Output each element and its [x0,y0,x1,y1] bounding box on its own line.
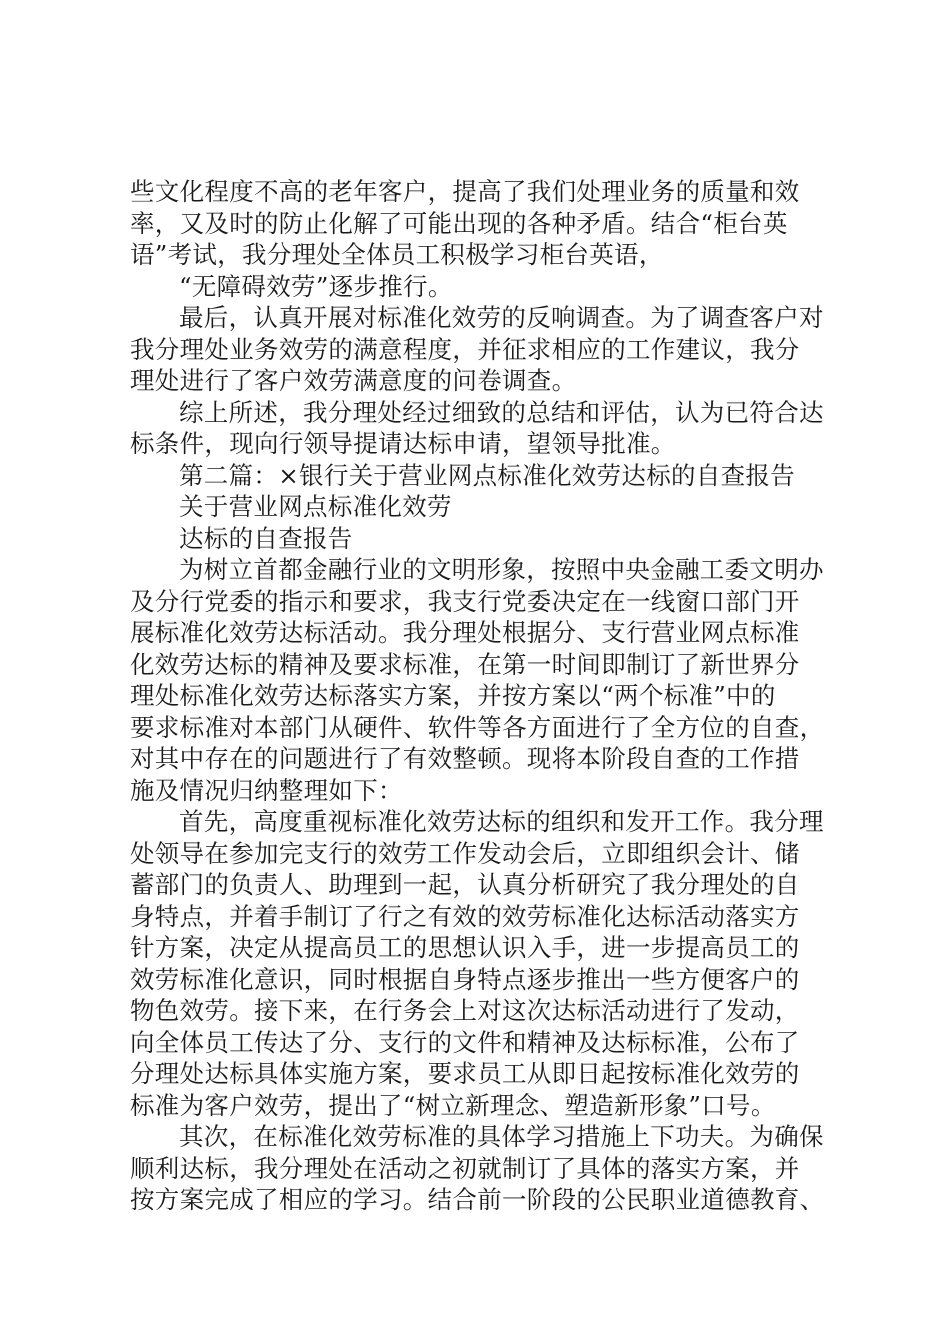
text-line: 理处标准化效劳达标落实方案，并按方案以“两个标准”中的 [130,681,776,710]
text-line: 率，又及时的防止化解了可能出现的各种矛盾。结合“柜台英 [130,208,788,238]
text-line: 按方案完成了相应的学习。结合前一阶段的公民职业道德教育、 [130,1185,825,1214]
text-line: 对其中存在的问题进行了有效整顿。现将本阶段自查的工作措 [130,744,800,773]
text-line: 理处进行了客户效劳满意度的问卷调查。 [130,366,577,395]
text-line: 首先，高度重视标准化效劳达标的组织和发开工作。我分理 [179,807,824,836]
text-line: 标准为客户效劳，提出了“树立新理念、塑造新形象”口号。 [130,1090,776,1120]
text-line: 展标准化效劳达标活动。我分理处根据分、支行营业网点标准 [130,618,800,647]
text-line: 效劳标准化意识，同时根据自身特点逐步推出一些方便客户的 [130,964,800,994]
text-line: 分理处达标具体实施方案，要求员工从即日起按标准化效劳的 [130,1059,800,1088]
text-line: 最后，认真开展对标准化效劳的反响调查。为了调查客户对 [179,303,824,332]
text-line: 化效劳达标的精神及要求标准，在第一时间即制订了新世界分 [130,649,800,679]
text-line: 向全体员工传达了分、支行的文件和精神及达标标准，公布了 [130,1027,800,1057]
text-line: 其次，在标准化效劳标准的具体学习措施上下功夫。为确保 [179,1122,824,1151]
text-line: 综上所述，我分理处经过细致的总结和评估，认为已符合达 [179,397,824,427]
text-line: 为树立首都金融行业的文明形象，按照中央金融工委文明办 [179,555,824,584]
text-line: 标条件，现向行领导提请达标申请，望领导批准。 [130,429,676,458]
document-body [130,176,845,1216]
text-line: 达标的自查报告 [179,523,353,553]
text-line: 要求标准对本部门从硬件、软件等各方面进行了全方位的自查， [130,712,825,742]
text-line: 些文化程度不高的老年客户，提高了我们处理业务的质量和效 [130,177,800,206]
text-line: 关于营业网点标准化效劳 [179,492,452,521]
text-line: 及分行党委的指示和要求，我支行党委决定在一线窗口部门开 [130,586,800,616]
text-line: 身特点，并着手制订了行之有效的效劳标准化达标活动落实方 [130,901,800,931]
text-line: 处领导在参加完支行的效劳工作发动会后，立即组织会计、储 [130,838,800,868]
text-line: 针方案，决定从提高员工的思想认识入手，进一步提高员工的 [130,933,800,962]
text-line: 我分理处业务效劳的满意程度，并征求相应的工作建议，我分 [130,334,800,364]
text-line: “无障碍效劳”逐步推行。 [179,271,453,301]
text-line: 顺利达标，我分理处在活动之初就制订了具体的落实方案，并 [130,1153,800,1183]
text-line: 蓄部门的负责人、助理到一起，认真分析研究了我分理处的自 [130,870,800,899]
text-line: 物色效劳。接下来，在行务会上对这次达标活动进行了发动， [130,996,800,1025]
text-line: 第二篇：×银行关于营业网点标准化效劳达标的自查报告 [179,460,796,490]
text-line: 施及情况归纳整理如下： [130,775,403,805]
text-line: 语”考试，我分理处全体员工积极学习柜台英语， [130,240,664,269]
